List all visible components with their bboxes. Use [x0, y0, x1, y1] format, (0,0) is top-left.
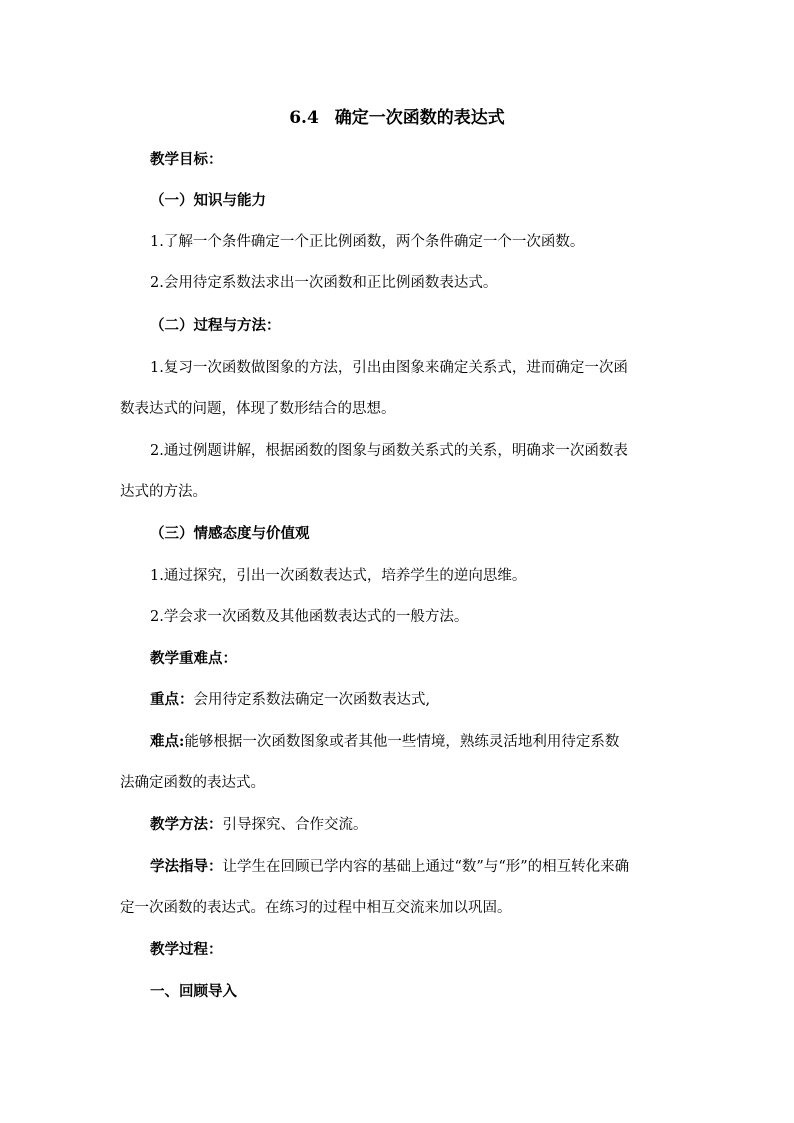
- guidance-line2: 定一次函数的表达式。在练习的过程中相互交流来加以巩固。: [120, 900, 512, 916]
- s1-item1: 1.了解一个条件确定一个正比例函数，两个条件确定一个一次函数。: [150, 234, 585, 250]
- keypoints-heading: 教学重难点：: [150, 650, 237, 667]
- key-label: 重点：: [150, 691, 194, 708]
- section1-heading: （一）知识与能力: [150, 192, 266, 209]
- key-point: [150, 690, 430, 710]
- s2-item2-line2: 达式的方法。: [120, 484, 207, 500]
- s2-item1-line1: 1.复习一次函数做图象的方法，引出由图象来确定关系式，进而确定一次函: [150, 360, 628, 376]
- process-heading: 教学过程：: [150, 941, 223, 958]
- section3-heading: （三）情感态度与价值观: [150, 525, 310, 542]
- method-text: 引导探究、合作交流。: [222, 817, 368, 833]
- section2-heading: （二）过程与方法：: [150, 317, 281, 334]
- difficulty-text: 能够根据一次函数图象或者其他一些情境，熟练灵活地利用待定系数: [184, 734, 620, 750]
- guidance-text: 让学生在回顾已学内容的基础上通过“数”与“形”的相互转化来确: [222, 859, 630, 875]
- s2-item1-line2: 数表达式的问题，体现了数形结合的思想。: [120, 401, 396, 417]
- guidance-label: 学法指导：: [150, 858, 223, 875]
- teaching-method: [150, 815, 368, 835]
- s3-item1: 1.通过探究，引出一次函数表达式，培养学生的逆向思维。: [150, 568, 527, 584]
- difficulty-label: 难点:: [150, 733, 185, 750]
- key-text: 会用待定系数法确定一次函数表达式,: [193, 692, 431, 708]
- s3-item2: 2.学会求一次函数及其他函数表达式的一般方法。: [150, 609, 469, 625]
- document-title: [0, 106, 794, 130]
- s1-item2: 2.会用待定系数法求出一次函数和正比例函数表达式。: [150, 275, 498, 291]
- difficulty-line1: [150, 732, 619, 752]
- step1-heading: 一、回顾导入: [150, 983, 237, 1000]
- guidance-line1: [150, 857, 629, 877]
- method-label: 教学方法：: [150, 816, 223, 833]
- difficulty-line2: 法确定函数的表达式。: [120, 775, 265, 791]
- objectives-heading: 教学目标：: [150, 151, 223, 168]
- s2-item2-line1: 2.通过例题讲解，根据函数的图象与函数关系式的关系，明确求一次函数表: [150, 443, 628, 459]
- title-number: 6.4: [289, 108, 319, 128]
- title-text: 确定一次函数的表达式: [334, 108, 505, 128]
